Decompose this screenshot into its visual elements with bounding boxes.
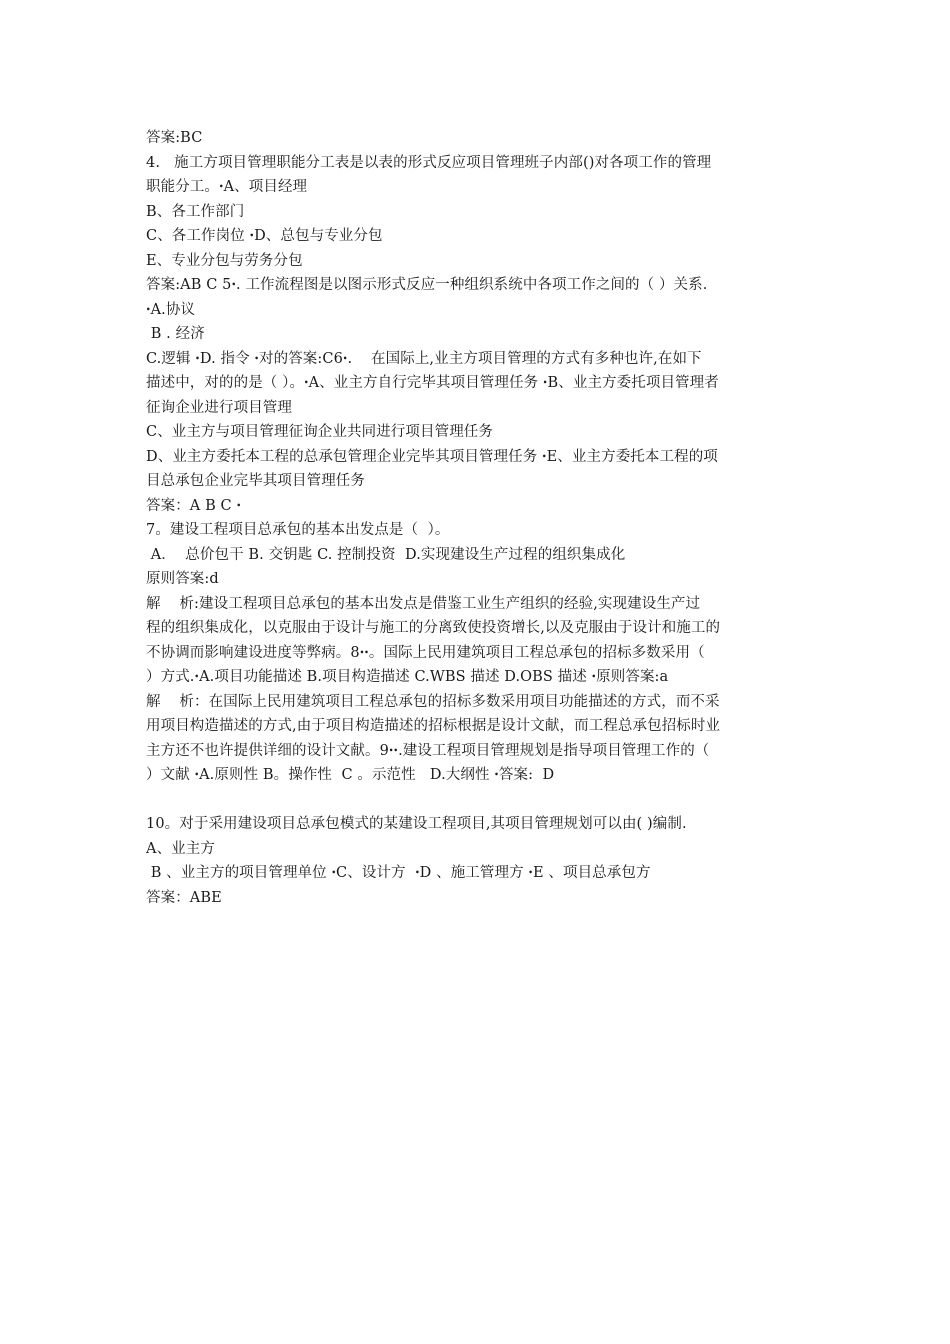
text-line: 10。对于采用建设项目总承包模式的某建设工程项目,其项目管理规划可以由( )编制. [146, 816, 687, 832]
text-line: C、业主方与项目管理征询企业共同进行项目管理任务 [146, 424, 493, 440]
text-line: B . 经济 [146, 326, 205, 342]
text-line: 用项目构造描述的方式,由于项目构造描述的招标根据是设计文献，而工程总承包招标时业 [146, 718, 721, 734]
text-line: C、各工作岗位 ꞏD、总包与专业分包 [146, 228, 383, 244]
text-line: B、各工作部门 [146, 203, 245, 220]
text-line: 答案：A B C ꞏ [146, 497, 242, 514]
text-line: 程的组织集成化，以克服由于设计与施工的分离致使投资增长,以及克服由于设计和施工的 [146, 620, 721, 636]
text-line: 答案：ABE [146, 889, 222, 906]
text-line: B 、业主方的项目管理单位 ꞏC、设计方 ꞏD 、施工管理方 ꞏE 、项目总承包方 [146, 865, 651, 881]
blank-line [146, 788, 812, 813]
text-line: 答案:AB C 5ꞏ. 工作流程图是以图示形式反应一种组织系统中各项工作之间的（ ）关系. [146, 277, 708, 293]
text-line: ）文献 ꞏA.原则性 B。操作性 C 。示范性 D.大纲性 ꞏ答案: D [146, 767, 555, 783]
document-body [146, 126, 812, 910]
text-line: 不协调而影响建设进度等弊病。8ꞏꞏ。国际上民用建筑项目工程总承包的招标多数采用（ [146, 644, 705, 661]
text-line: C.逻辑 ꞏD. 指令 ꞏ对的答案:C6ꞏ. 在国际上,业主方项目管理的方式有多种也许,在如下 [146, 350, 702, 367]
text-line: D、业主方委托本工程的总承包管理企业完毕其项目管理任务 ꞏE、业主方委托本工程的项 [146, 448, 718, 465]
text-line: 主方还不也许提供详细的设计文献。9ꞏꞏ.建设工程项目管理规划是指导项目管理工作的（ [146, 742, 710, 759]
text-line: A． 总价包干 B. 交钥匙 C. 控制投资 D.实现建设生产过程的组织集成化 [146, 546, 626, 563]
text-line: 解 析:建设工程项目总承包的基本出发点是借鉴工业生产组织的经验,实现建设生产过 [146, 595, 701, 612]
text-line: A、业主方 [146, 840, 215, 857]
text-line: 答案:BC [146, 130, 203, 146]
text-line: 职能分工。ꞏA、项目经理 [146, 179, 308, 195]
text-line: ）方式.ꞏA.项目功能描述 B.项目构造描述 C.WBS 描述 D.OBS 描述 ꞏ原则答案:a [146, 669, 669, 685]
text-line: 原则答案:d [146, 571, 219, 587]
text-line: 描述中，对的的是（ ）。ꞏA、业主方自行完毕其项目管理任务 ꞏB、业主方委托项目管理者 [146, 375, 719, 391]
text-line: ꞏA.协议 [146, 301, 196, 318]
text-line: 7。建设工程项目总承包的基本出发点是（ ）。 [146, 522, 450, 538]
text-line: 征询企业进行项目管理 [146, 399, 292, 416]
text-line: E、专业分包与劳务分包 [146, 252, 303, 269]
text-line: 4. 施工方项目管理职能分工表是以表的形式反应项目管理班子内部()对各项工作的管理 [146, 154, 712, 171]
text-line: 解 析：在国际上民用建筑项目工程总承包的招标多数采用项目功能描述的方式，而不采 [146, 693, 720, 710]
text-line: 目总承包企业完毕其项目管理任务 [146, 473, 365, 489]
